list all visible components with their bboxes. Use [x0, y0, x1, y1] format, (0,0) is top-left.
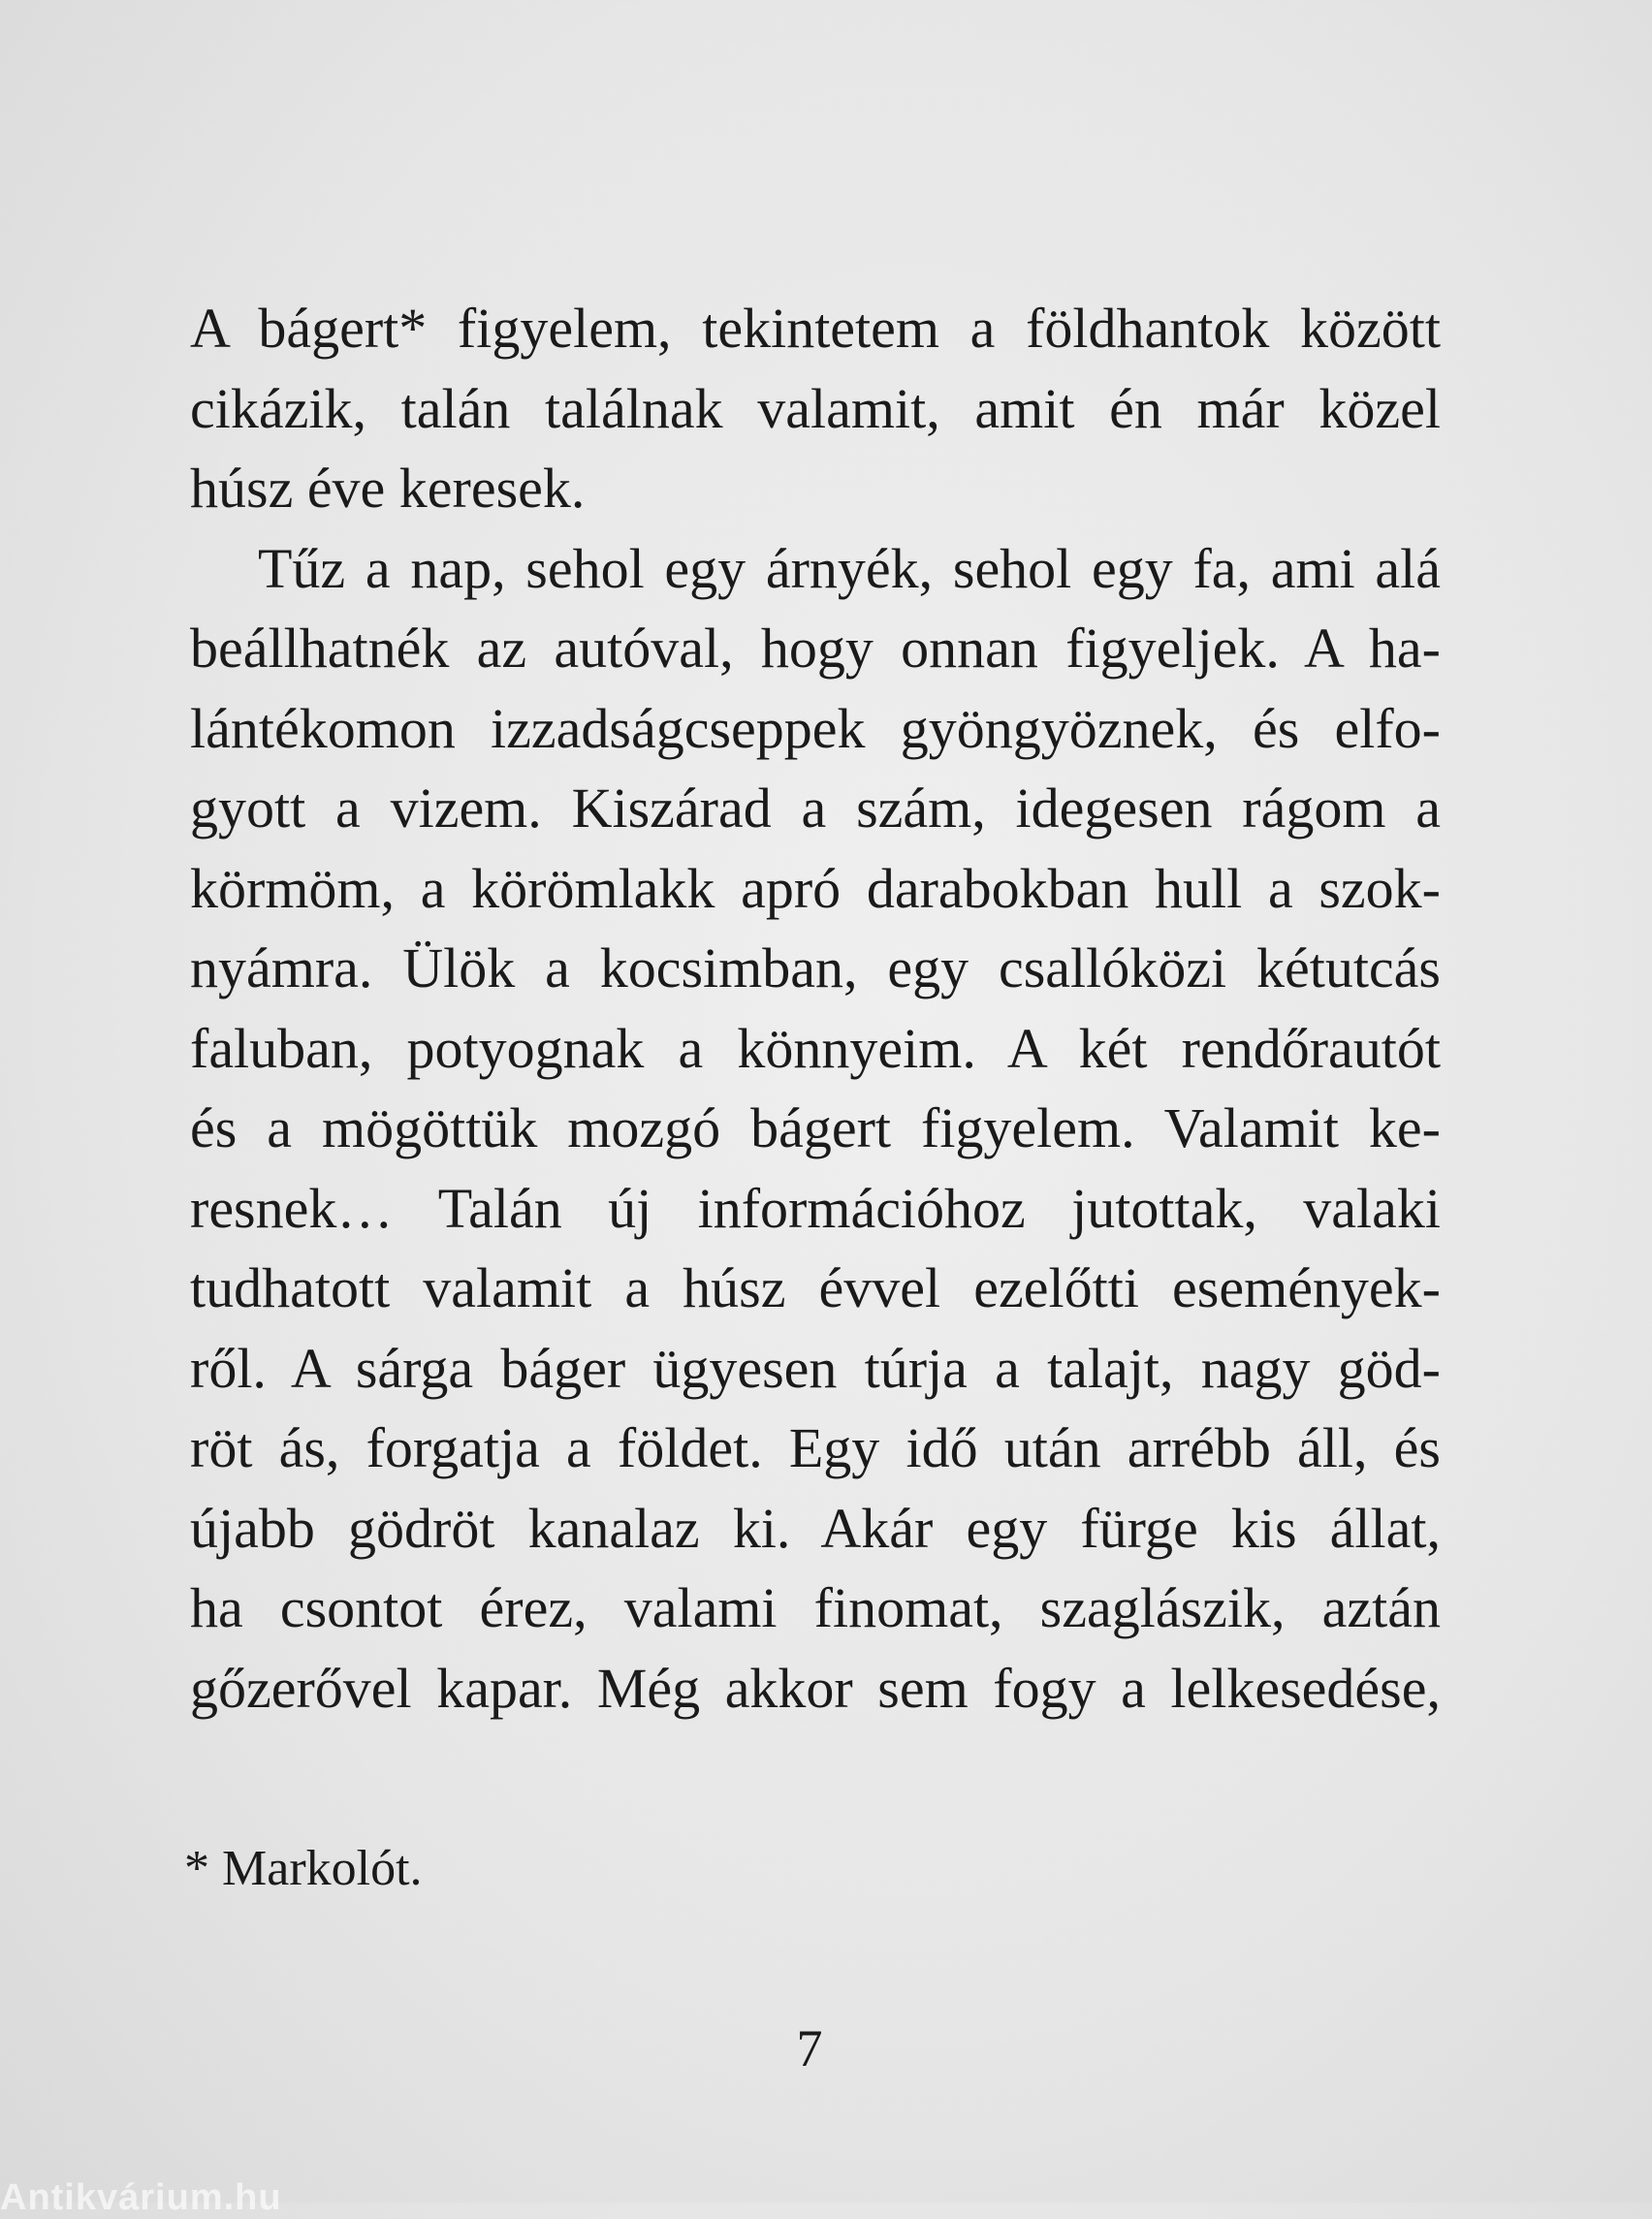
text-line: A bágert* figyelem, tekintetem a földhantok között	[190, 297, 1441, 360]
watermark: Antikvárium.hu	[0, 2177, 282, 2218]
text-line: újabb gödröt kanalaz ki. Akár egy fürge kis állat,	[190, 1496, 1441, 1560]
body-text	[190, 289, 1441, 1728]
text-line: lántékomon izzadságcseppek gyöngyöznek, és elfo-	[190, 696, 1441, 760]
text-line: tudhatott valamit a húsz évvel ezelőtti események-	[190, 1256, 1441, 1319]
text-line: gyott a vizem. Kiszárad a szám, idegesen rágom a	[190, 777, 1441, 840]
page-number: 7	[796, 2019, 823, 2077]
text-line: Tűz a nap, sehol egy árnyék, sehol egy fa, ami alá	[258, 536, 1441, 600]
text-line: beállhatnék az autóval, hogy onnan figyeljek. A ha-	[190, 617, 1441, 680]
text-line: nyámra. Ülök a kocsimban, egy csallóközi kétutcás	[190, 936, 1441, 999]
text-line: faluban, potyognak a könnyeim. A két rendőrautót	[190, 1016, 1441, 1080]
text-line: húsz éve keresek.	[190, 457, 586, 520]
text-line: gőzerővel kapar. Még akkor sem fogy a lelkesedése,	[190, 1656, 1441, 1720]
text-line: ről. A sárga báger ügyesen túrja a talajt, nagy göd-	[190, 1336, 1441, 1400]
text-line: körmöm, a körömlakk apró darabokban hull a szok-	[190, 856, 1441, 920]
text-line: cikázik, talán találnak valamit, amit én már közel	[190, 376, 1441, 440]
text-line: resnek… Talán új információhoz jutottak, valaki	[190, 1176, 1441, 1240]
footnote: * Markolót.	[184, 1841, 423, 1896]
text-line: röt ás, forgatja a földet. Egy idő után arrébb áll, és	[190, 1416, 1441, 1479]
text-line: ha csontot érez, valami finomat, szaglászik, aztán	[190, 1576, 1441, 1639]
text-line: és a mögöttük mozgó bágert figyelem. Valamit ke-	[190, 1096, 1441, 1159]
